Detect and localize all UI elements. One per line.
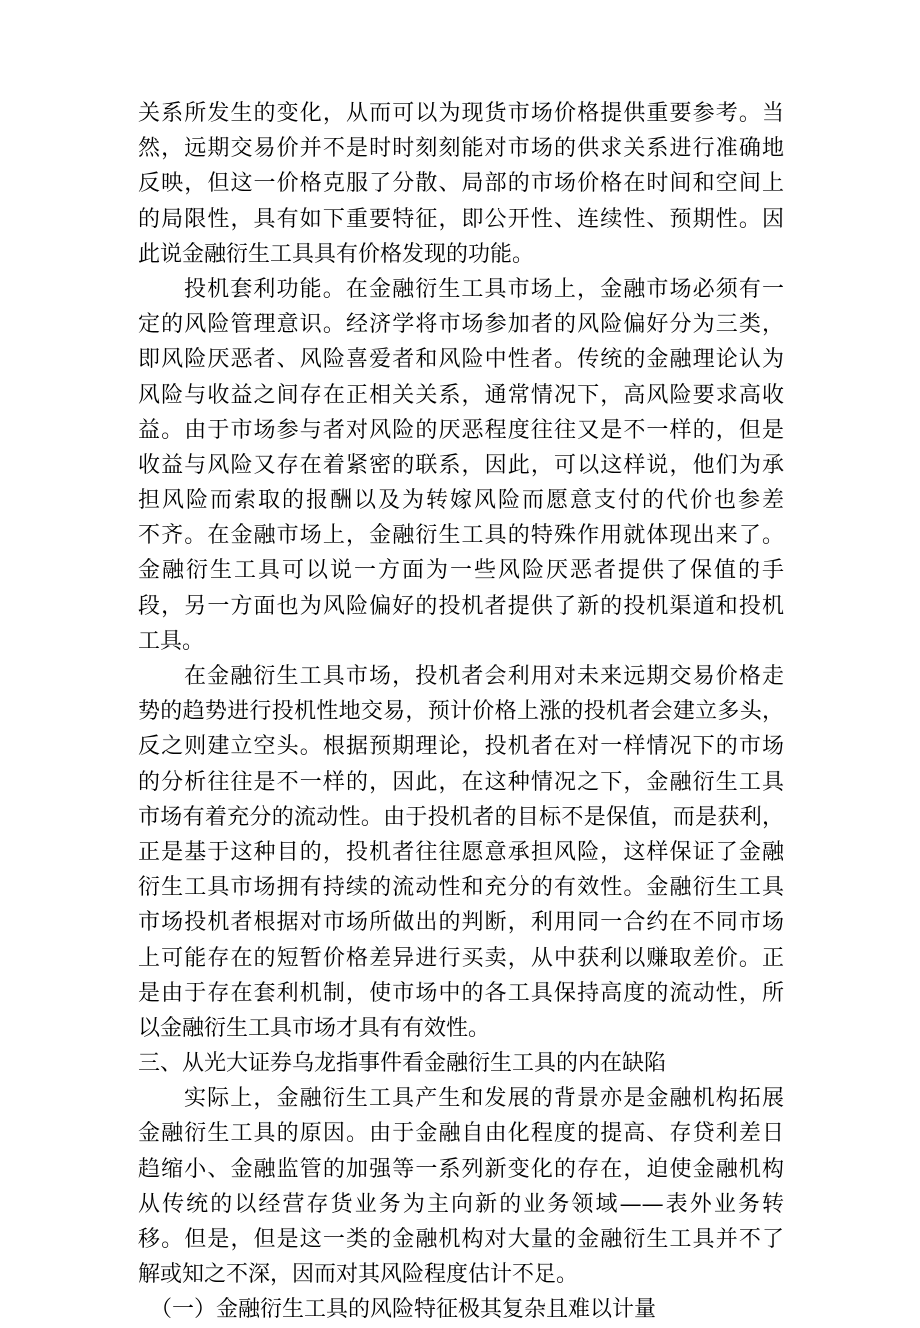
paragraph-line: 工具。	[138, 628, 205, 654]
document-page	[138, 96, 784, 1328]
paragraph-line: 金融衍生工具可以说一方面为一些风险厌恶者提供了保值的手	[138, 558, 784, 584]
paragraph-line: 衍生工具市场拥有持续的流动性和充分的有效性。金融衍生工具	[138, 875, 784, 901]
paragraph-line: 移。但是，但是这一类的金融机构对大量的金融衍生工具并不了	[138, 1227, 784, 1252]
paragraph-line: 即风险厌恶者、风险喜爱者和风险中性者。传统的金融理论认为	[138, 347, 784, 373]
paragraph-line: 市场投机者根据对市场所做出的判断，利用同一合约在不同市场	[138, 910, 784, 936]
paragraph-line: 的局限性，具有如下重要特征，即公开性、连续性、预期性。因	[138, 206, 784, 232]
paragraph-line: 然，远期交易价并不是时时刻刻能对市场的供求关系进行准确地	[138, 136, 784, 162]
paragraph-line: 正是基于这种目的，投机者往往愿意承担风险，这样保证了金融	[138, 839, 784, 865]
paragraph-line: 势的趋势进行投机性地交易，预计价格上涨的投机者会建立多头，	[138, 699, 784, 725]
paragraph-line: 金融衍生工具的原因。由于金融自由化程度的提高、存贷利差日	[138, 1121, 784, 1147]
paragraph-line: 不齐。在金融市场上，金融衍生工具的特殊作用就体现出来了。	[138, 523, 784, 549]
paragraph-line: 反映，但这一价格克服了分散、局部的市场价格在时间和空间上	[138, 171, 784, 197]
section-heading: 三、从光大证券乌龙指事件看金融衍生工具的内在缺陷	[138, 1051, 667, 1077]
paragraph-line: 上可能存在的短暂价格差异进行买卖，从中获利以赚取差价。正	[138, 945, 784, 971]
paragraph-line: 市场有着充分的流动性。由于投机者的目标不是保值，而是获利，	[138, 804, 784, 830]
paragraph-line: 解或知之不深，因而对其风险程度估计不足。	[138, 1262, 579, 1288]
paragraph-line: 是由于存在套利机制，使市场中的各工具保持高度的流动性，所	[138, 980, 784, 1006]
paragraph-line: 益。由于市场参与者对风险的厌恶程度往往又是不一样的，但是	[138, 417, 784, 443]
paragraph-line: 定的风险管理意识。经济学将市场参加者的风险偏好分为三类，	[138, 312, 784, 338]
paragraph-line: 从传统的以经营存货业务为主向新的业务领域——表外业务转	[138, 1191, 784, 1217]
paragraph-line: 趋缩小、金融监管的加强等一系列新变化的存在，迫使金融机构	[138, 1156, 784, 1182]
paragraph-line: 实际上，金融衍生工具产生和发展的背景亦是金融机构拓展	[184, 1086, 784, 1112]
paragraph-line: 此说金融衍生工具具有价格发现的功能。	[138, 241, 535, 267]
paragraph-line: 的分析往往是不一样的，因此，在这种情况之下，金融衍生工具	[138, 769, 784, 795]
paragraph-line: 投机套利功能。在金融衍生工具市场上，金融市场必须有一	[184, 276, 784, 302]
subsection-heading: （一）金融衍生工具的风险特征极其复杂且难以计量	[150, 1297, 657, 1323]
paragraph-line: 关系所发生的变化，从而可以为现货市场价格提供重要参考。当	[138, 101, 784, 126]
paragraph-line: 反之则建立空头。根据预期理论，投机者在对一样情况下的市场	[138, 734, 784, 760]
paragraph-line: 段，另一方面也为风险偏好的投机者提供了新的投机渠道和投机	[138, 593, 784, 619]
paragraph-line: 风险与收益之间存在正相关关系，通常情况下，高风险要求高收	[138, 382, 784, 408]
paragraph-line: 担风险而索取的报酬以及为转嫁风险而愿意支付的代价也参差	[138, 488, 784, 514]
paragraph-line: 在金融衍生工具市场，投机者会利用对未来远期交易价格走	[184, 664, 784, 689]
paragraph-line: 收益与风险又存在着紧密的联系，因此，可以这样说，他们为承	[138, 452, 784, 478]
paragraph-line: 以金融衍生工具市场才具有有效性。	[138, 1015, 491, 1041]
